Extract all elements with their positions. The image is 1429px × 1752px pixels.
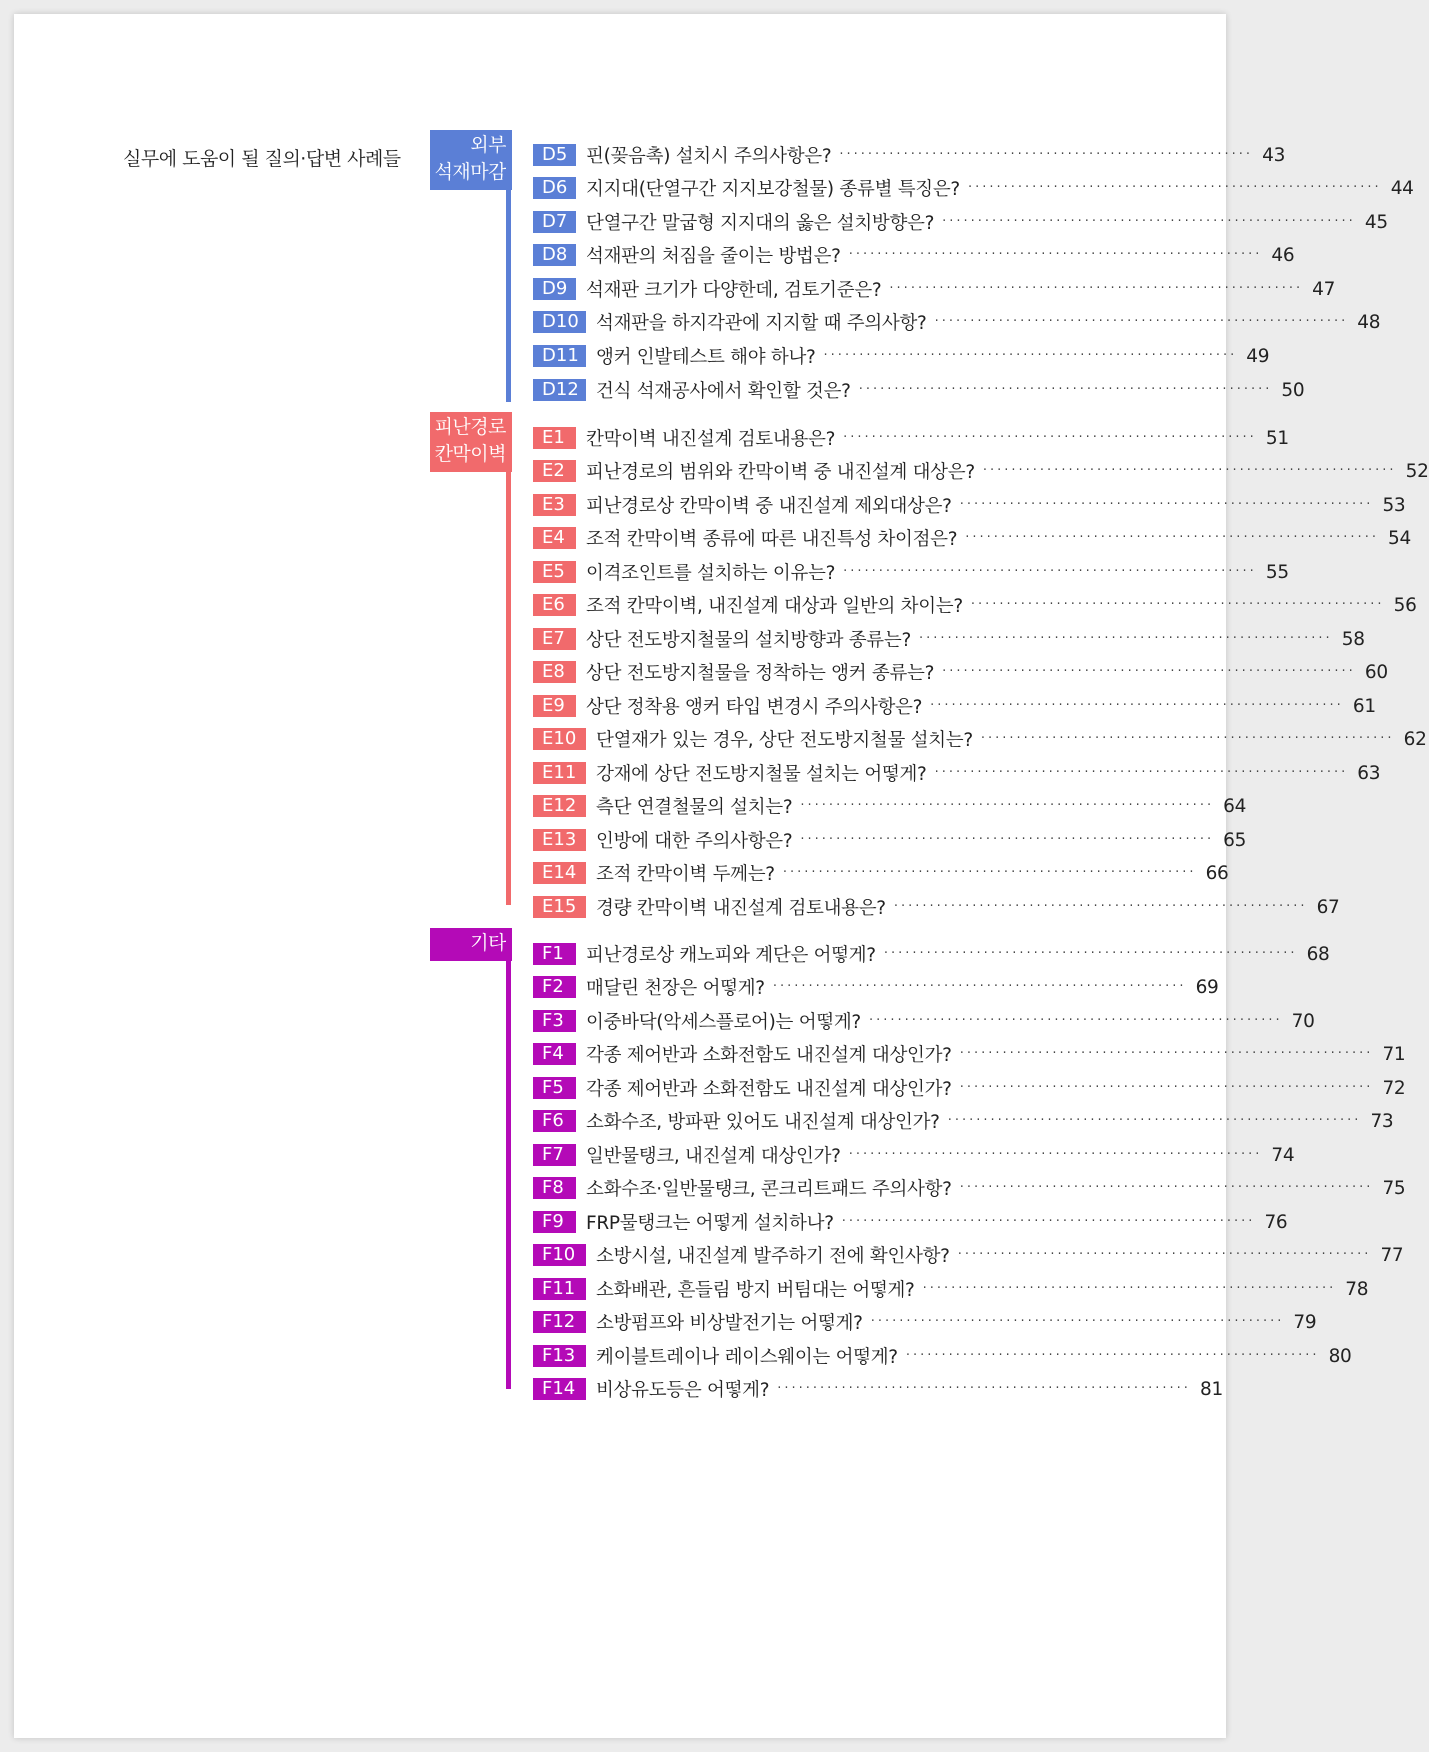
leader-dots: ·························································· [843,430,1257,445]
entry-page: 51 [1265,427,1289,449]
leader-dots: ·························································· [858,382,1273,397]
leader-dots: ·························································· [930,698,1344,713]
leader-dots: ·························································· [947,1113,1362,1128]
entry-page: 49 [1246,345,1270,367]
section-label [430,130,512,190]
toc-entry[interactable] [533,861,1229,885]
leader-dots: ·························································· [839,147,1254,162]
entry-code: F13 [533,1345,586,1367]
entry-page: 75 [1382,1177,1406,1199]
entry-code: D12 [533,379,586,401]
entry-page: 60 [1364,661,1388,683]
entry-page: 79 [1293,1311,1317,1333]
entry-code: F6 [533,1110,576,1132]
toc-entry[interactable] [533,176,1414,200]
section-bar [506,412,511,905]
document-page [14,14,1429,1738]
section-bar [506,130,511,402]
entry-title: 상단 전도방지철물을 정착하는 앵커 종류는? [586,663,935,684]
entry-title: 경량 칸막이벽 내진설계 검토내용은? [596,898,886,919]
entry-title: 소방펌프와 비상발전기는 어떻게? [596,1313,863,1334]
leader-dots: ·························································· [777,1381,1191,1396]
leader-dots: ·························································· [772,979,1187,994]
entry-code: F4 [533,1043,576,1065]
leader-dots: ·························································· [959,497,1374,512]
entry-page: 45 [1364,211,1388,233]
entry-title: 앵커 인발테스트 해야 하나? [596,347,816,368]
entry-page: 58 [1341,628,1365,650]
entry-title: 매달린 천장은 어떻게? [586,978,765,999]
leader-dots: ·························································· [959,1046,1374,1061]
entry-code: E11 [533,762,586,784]
running-head: 실무에 도움이 될 질의·답변 사례들 [123,148,401,170]
section-label [430,928,512,961]
leader-dots: ·························································· [800,798,1215,813]
section-label-line: 외부 [470,134,506,156]
entry-code: E4 [533,527,576,549]
section-label-line: 칸막이벽 [434,443,506,465]
entry-code: E9 [533,695,576,717]
entry-page: 81 [1199,1378,1223,1400]
leader-dots: ·························································· [782,865,1197,880]
entry-page: 44 [1390,177,1414,199]
toc-entry[interactable] [533,1377,1223,1401]
leader-dots: ·························································· [905,1348,1320,1363]
entry-page: 78 [1345,1278,1369,1300]
section-label-line: 피난경로 [434,416,506,438]
leader-dots: ·························································· [965,530,1379,545]
entry-code: F1 [533,943,576,965]
entry-title: 비상유도등은 어떻게? [596,1380,770,1401]
entry-code: F3 [533,1010,576,1032]
entry-code: F2 [533,976,576,998]
entry-code: E6 [533,594,576,616]
toc-entry[interactable] [533,426,1289,450]
entry-page: 73 [1370,1110,1394,1132]
entry-title: 조적 칸막이벽 종류에 따른 내진특성 차이점은? [586,529,958,550]
entry-title: 피난경로상 칸막이벽 중 내진설계 제외대상은? [586,496,952,517]
entry-code: F11 [533,1278,586,1300]
entry-code: F14 [533,1378,586,1400]
entry-page: 47 [1312,278,1336,300]
leader-dots: ·························································· [883,946,1298,961]
entry-title: 석재판 크기가 다양한데, 검토기준은? [586,280,882,301]
toc-entry[interactable] [533,1076,1406,1100]
toc-entry[interactable] [533,1277,1369,1301]
entry-page: 76 [1264,1211,1288,1233]
entry-page: 62 [1403,728,1427,750]
toc-entry[interactable] [533,1009,1315,1033]
entry-code: E15 [533,896,586,918]
entry-code: F8 [533,1177,576,1199]
leader-dots: ·························································· [959,1180,1374,1195]
leader-dots: ·························································· [870,1314,1285,1329]
leader-dots: ·························································· [893,899,1308,914]
entry-code: F9 [533,1211,576,1233]
entry-title: 상단 전도방지철물의 설치방향과 종류는? [586,630,911,651]
entry-code: D5 [533,144,576,166]
entry-title: 건식 석재공사에서 확인할 것은? [596,381,851,402]
entry-title: 조적 칸막이벽, 내진설계 대상과 일반의 차이는? [586,596,963,617]
toc-entry[interactable] [533,975,1219,999]
entry-page: 74 [1271,1144,1295,1166]
toc-entry[interactable] [533,560,1289,584]
leader-dots: ·························································· [942,664,1356,679]
toc-entry[interactable] [533,210,1388,234]
entry-code: F10 [533,1244,586,1266]
entry-title: 소화배관, 흔들림 방지 버팀대는 어떻게? [596,1280,915,1301]
entry-title: 소화수조, 방파판 있어도 내진설계 대상인가? [586,1112,940,1133]
entry-code: E10 [533,728,586,750]
toc-entry[interactable] [533,1344,1352,1368]
toc-entry[interactable] [533,1042,1406,1066]
entry-page: 56 [1393,594,1417,616]
toc-entry[interactable] [533,344,1270,368]
leader-dots: ·························································· [982,463,1397,478]
toc-entry[interactable] [533,627,1365,651]
toc-entry[interactable] [533,277,1336,301]
entry-page: 48 [1357,311,1381,333]
entry-title: 석재판을 하지각관에 지지할 때 주의사항? [596,313,927,334]
entry-page: 72 [1382,1077,1406,1099]
leader-dots: ·························································· [868,1013,1283,1028]
entry-code: F5 [533,1077,576,1099]
toc-entry[interactable] [533,459,1429,483]
toc-entry[interactable] [533,243,1295,267]
entry-title: 피난경로의 범위와 칸막이벽 중 내진설계 대상은? [586,462,975,483]
entry-code: F12 [533,1311,586,1333]
entry-page: 68 [1306,943,1330,965]
entry-code: E2 [533,460,576,482]
entry-page: 80 [1328,1345,1352,1367]
entry-page: 71 [1382,1043,1406,1065]
entry-title: 측단 연결철물의 설치는? [596,797,793,818]
entry-page: 55 [1265,561,1289,583]
entry-title: 강재에 상단 전도방지철물 설치는 어떻게? [596,764,927,785]
entry-page: 69 [1195,976,1219,998]
entry-title: 일반물탱크, 내진설계 대상인가? [586,1146,841,1167]
entry-title: 석재판의 처짐을 줄이는 방법은? [586,246,841,267]
entry-title: 지지대(단열구간 지지보강철물) 종류별 특징은? [586,179,960,200]
entry-title: 핀(꽂음촉) 설치시 주의사항은? [586,146,832,167]
leader-dots: ·························································· [843,564,1257,579]
entry-title: 케이블트레이나 레이스웨이는 어떻게? [596,1347,898,1368]
entry-page: 65 [1223,829,1247,851]
entry-code: E1 [533,427,576,449]
toc-entry[interactable] [533,794,1247,818]
entry-page: 67 [1316,896,1340,918]
toc-entry[interactable] [533,1176,1406,1200]
entry-title: 단열구간 말굽형 지지대의 옳은 설치방향은? [586,213,935,234]
entry-page: 70 [1291,1010,1315,1032]
entry-code: E12 [533,795,586,817]
entry-code: D6 [533,177,576,199]
toc-entry[interactable] [533,895,1340,919]
toc-entry[interactable] [533,1143,1295,1167]
leader-dots: ·························································· [959,1080,1374,1095]
leader-dots: ·························································· [922,1281,1337,1296]
entry-code: E7 [533,628,576,650]
leader-dots: ·························································· [848,247,1263,262]
leader-dots: ·························································· [967,180,1382,195]
leader-dots: ·························································· [889,281,1304,296]
entry-code: D10 [533,311,586,333]
section-bar [506,928,511,1389]
entry-code: F7 [533,1144,576,1166]
entry-title: 이격조인트를 설치하는 이유는? [586,563,836,584]
entry-title: 이중바닥(악세스플로어)는 어떻게? [586,1012,861,1033]
toc-entry[interactable] [533,1210,1288,1234]
entry-code: E5 [533,561,576,583]
leader-dots: ·························································· [823,348,1238,363]
toc-entry[interactable] [533,143,1286,167]
entry-code: D11 [533,345,586,367]
entry-title: 상단 정착용 앵커 타입 변경시 주의사항은? [586,697,923,718]
leader-dots: ·························································· [970,597,1385,612]
entry-page: 43 [1262,144,1286,166]
section-label [430,412,512,472]
toc-entry[interactable] [533,727,1427,751]
toc-entry[interactable] [533,828,1247,852]
entry-code: D9 [533,278,576,300]
entry-title: 칸막이벽 내진설계 검토내용은? [586,429,836,450]
section-label-line: 기타 [470,932,506,954]
entry-page: 46 [1271,244,1295,266]
toc-entry[interactable] [533,310,1381,334]
toc-entry[interactable] [533,1310,1317,1334]
leader-dots: ·························································· [841,1214,1256,1229]
toc-entry[interactable] [533,694,1376,718]
toc-entry[interactable] [533,660,1388,684]
entry-page: 61 [1352,695,1376,717]
entry-title: 조적 칸막이벽 두께는? [596,864,775,885]
leader-dots: ·························································· [934,314,1349,329]
leader-dots: ·························································· [800,832,1215,847]
entry-page: 54 [1388,527,1411,549]
entry-page: 66 [1205,862,1229,884]
entry-title: 각종 제어반과 소화전함도 내진설계 대상인가? [586,1045,952,1066]
entry-code: E8 [533,661,576,683]
toc-entry[interactable] [533,1109,1394,1133]
leader-dots: ·························································· [957,1247,1372,1262]
leader-dots: ·························································· [980,731,1395,746]
entry-title: 소방시설, 내진설계 발주하기 전에 확인사항? [596,1246,950,1267]
entry-title: 단열재가 있는 경우, 상단 전도방지철물 설치는? [596,730,973,751]
entry-page: 53 [1382,494,1406,516]
entry-title: 피난경로상 캐노피와 계단은 어떻게? [586,945,876,966]
entry-page: 50 [1281,379,1305,401]
toc-entry[interactable] [533,761,1381,785]
leader-dots: ·························································· [942,214,1356,229]
entry-code: E13 [533,829,586,851]
leader-dots: ·························································· [848,1147,1263,1162]
section-label-line: 석재마감 [434,161,506,183]
toc-entry[interactable] [533,378,1305,402]
entry-page: 63 [1357,762,1381,784]
entry-code: D7 [533,211,576,233]
entry-title: FRP물탱크는 어떻게 설치하나? [586,1213,834,1234]
toc-entry[interactable] [533,493,1406,517]
entry-title: 소화수조·일반물탱크, 콘크리트패드 주의사항? [586,1179,952,1200]
leader-dots: ·························································· [934,765,1349,780]
entry-page: 52 [1405,460,1429,482]
leader-dots: ·························································· [918,631,1333,646]
entry-title: 각종 제어반과 소화전함도 내진설계 대상인가? [586,1079,952,1100]
entry-code: D8 [533,244,576,266]
entry-page: 77 [1380,1244,1404,1266]
toc-entry[interactable] [533,1243,1404,1267]
entry-code: E3 [533,494,576,516]
toc-entry[interactable] [533,942,1330,966]
entry-title: 인방에 대한 주의사항은? [596,831,793,852]
toc-entry[interactable] [533,593,1417,617]
entry-code: E14 [533,862,586,884]
toc-entry[interactable] [533,526,1411,550]
entry-page: 64 [1223,795,1247,817]
